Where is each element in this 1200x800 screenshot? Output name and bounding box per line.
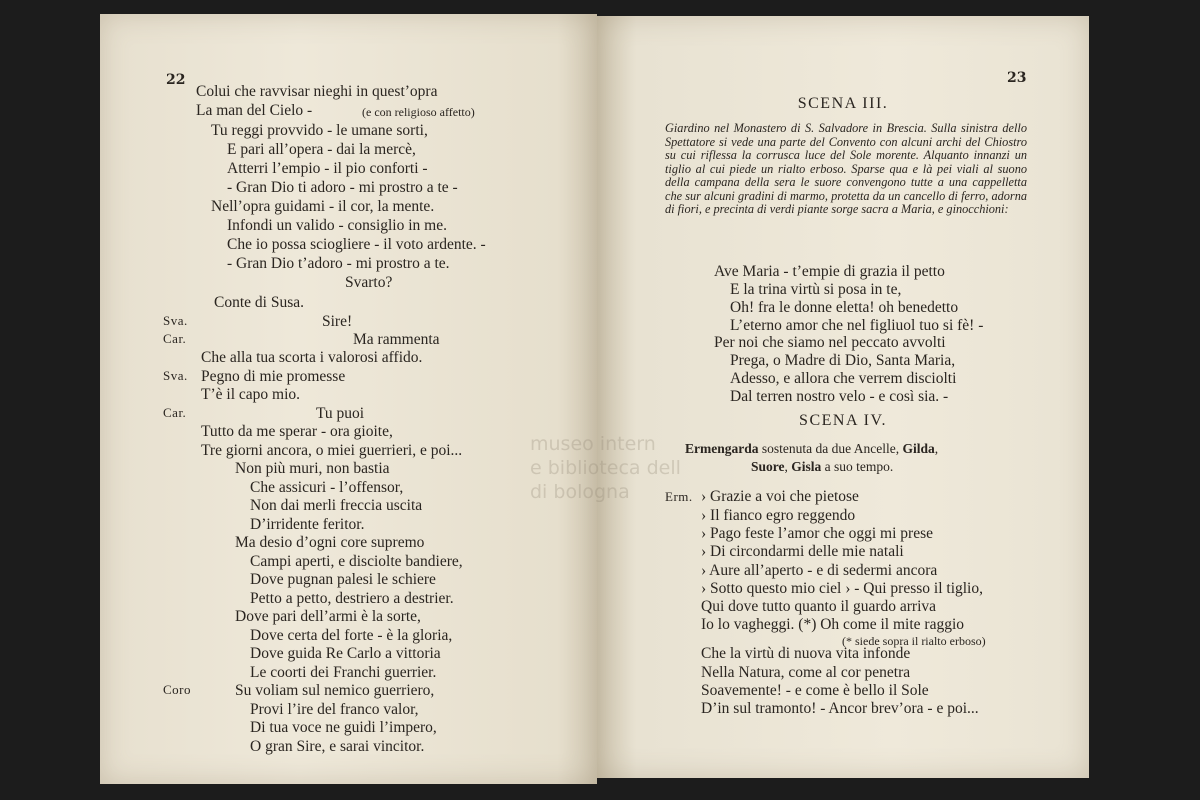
left-page xyxy=(100,14,597,784)
prayer-line: Dal terren nostro velo - e così sia. - xyxy=(730,388,949,405)
museum-watermark: museo intern e biblioteca dell di bologna xyxy=(530,433,681,503)
verse-line: Soavemente! - e come è bello il Sole xyxy=(701,682,929,699)
speaker-label: Car. xyxy=(163,331,187,346)
verse-line: O gran Sire, e sarai vincitor. xyxy=(250,738,425,755)
verse-line: Che io possa sciogliere - il voto ardente. - xyxy=(227,236,486,253)
verse-line: Che la virtù di nuova vita infonde xyxy=(701,645,911,662)
verse-line: › Aure all’aperto - e di sedermi ancora xyxy=(701,562,938,579)
speaker-label: Sva. xyxy=(163,313,188,328)
prayer-line: Prega, o Madre di Dio, Santa Maria, xyxy=(730,352,956,369)
speaker-label: Sva. xyxy=(163,368,188,383)
verse-line: Campi aperti, e disciolte bandiere, xyxy=(250,553,463,570)
verse-line: Tre giorni ancora, o miei guerrieri, e poi... xyxy=(201,442,463,459)
scene-4-title: SCENA IV. xyxy=(799,412,887,429)
verse-line: › Il fianco egro reggendo xyxy=(701,507,856,524)
stage-direction: Giardino nel Monastero di S. Salvadore in Brescia. Sulla sinistra dello Spettatore si vede una parte del Convento con alcuni archi del Chiostro su cui riflessa la corrusca luce del Sole morente. Alquanto innanzi un tiglio al cui piede un rialto erboso. Sparse qua e là pei viali al suono della campana della sera le suore convengono tutte a una cappelletta che sur alcuni gradini di marmo, protetta da un cancello di ferro, adorna di fiori, e precinta di verdi piante sorge sacra a Maria, e ginocchioni: xyxy=(665,121,1027,216)
footnote-stage-direction: (* siede sopra il rialto erboso) xyxy=(842,634,986,648)
verse-line: Dove pari dell’armi è la sorte, xyxy=(235,608,421,625)
verse-line: Che assicuri - l’offensor, xyxy=(250,479,404,496)
verse-line: Colui che ravvisar nieghi in quest’opra xyxy=(196,83,438,100)
verse-line: › Grazie a voi che pietose xyxy=(701,488,859,505)
speaker-ermengarda: Erm. xyxy=(665,489,693,504)
verse-line: Non dai merli freccia uscita xyxy=(250,497,423,514)
verse-line: Pegno di mie promesse xyxy=(201,368,346,385)
verse-line: Io lo vagheggi. (*) Oh come il mite raggio xyxy=(701,616,965,633)
verse-line: Tu reggi provvido - le umane sorti, xyxy=(211,122,428,139)
verse-line: Tu puoi xyxy=(316,405,365,422)
characters-line-1: Ermengarda sostenuta da due Ancelle, Gilda, xyxy=(685,441,939,456)
verse-line: › Sotto questo mio ciel › - Qui presso il tiglio, xyxy=(701,580,983,597)
verse-line: Infondi un valido - consiglio in me. xyxy=(227,217,447,234)
verse-line: - Gran Dio ti adoro - mi prostro a te - xyxy=(227,179,458,196)
prayer-line: L’eterno amor che nel figliuol tuo si fè! - xyxy=(730,317,984,334)
verse-line: Conte di Susa. xyxy=(214,294,304,311)
verse-line: › Pago feste l’amor che oggi mi prese xyxy=(701,525,933,542)
verse-line: Che alla tua scorta i valorosi affido. xyxy=(201,349,423,366)
verse-line: Tutto da me sperar - ora gioite, xyxy=(201,423,393,440)
right-page xyxy=(597,16,1089,778)
verse-line: Provi l’ire del franco valor, xyxy=(250,701,419,718)
verse-line: T’è il capo mio. xyxy=(201,386,300,403)
character-gilda: Gilda xyxy=(902,441,935,456)
verse-line: Di tua voce ne guidi l’impero, xyxy=(250,719,437,736)
verse-line: Atterri l’empio - il pio conforti - xyxy=(227,160,428,177)
verse-line: Nella Natura, come al cor penetra xyxy=(701,664,911,681)
speaker-label: Coro xyxy=(163,682,191,697)
verse-line: Le coorti dei Franchi guerrier. xyxy=(250,664,437,681)
verse-line: Non più muri, non bastia xyxy=(235,460,390,477)
verse-line: D’in sul tramonto! - Ancor brev’ora - e poi... xyxy=(701,700,979,717)
page-number-left: 22 xyxy=(166,72,186,88)
verse-line: Dove certa del forte - è la gloria, xyxy=(250,627,453,644)
verse-line: - Gran Dio t’adoro - mi prostro a te. xyxy=(227,255,450,272)
verse-line: Svarto? xyxy=(345,274,393,291)
verse-line: La man del Cielo - xyxy=(196,102,313,119)
scene-3-title: SCENA III. xyxy=(797,95,889,112)
verse-line: Qui dove tutto quanto il guardo arriva xyxy=(701,598,937,615)
prayer-line: Oh! fra le donne eletta! oh benedetto xyxy=(730,299,959,316)
verse-line: Su voliam sul nemico guerriero, xyxy=(235,682,435,699)
verse-line: Dove pugnan palesi le schiere xyxy=(250,571,436,588)
stage-aside: (e con religioso affetto) xyxy=(362,105,475,119)
verse-line: Ma rammenta xyxy=(353,331,440,348)
verse-line: D’irridente feritor. xyxy=(250,516,365,533)
verse-line: › Di circondarmi delle mie natali xyxy=(701,543,904,560)
verse-line: Ma desio d’ogni core supremo xyxy=(235,534,425,551)
verse-line: Sire! xyxy=(322,313,353,330)
character-gisla: Gisla xyxy=(791,459,822,474)
page-number-right: 23 xyxy=(1007,70,1027,86)
verse-line: Petto a petto, destriero a destrier. xyxy=(250,590,454,607)
speaker-label: Car. xyxy=(163,405,187,420)
character-ermengarda: Ermengarda xyxy=(685,441,759,456)
verse-line: Dove guida Re Carlo a vittoria xyxy=(250,645,441,662)
verse-line: Nell’opra guidami - il cor, la mente. xyxy=(211,198,435,215)
prayer-line: E la trina virtù si posa in te, xyxy=(730,281,902,298)
prayer-line: Adesso, e allora che verrem disciolti xyxy=(730,370,957,387)
characters-line-2: Suore, Gisla a suo tempo. xyxy=(751,459,894,474)
prayer-line: Ave Maria - t’empie di grazia il petto xyxy=(714,263,945,280)
prayer-line: Per noi che siamo nel peccato avvolti xyxy=(714,334,946,351)
character-suore: Suore xyxy=(751,459,785,474)
verse-line: E pari all’opera - dai la mercè, xyxy=(227,141,416,158)
